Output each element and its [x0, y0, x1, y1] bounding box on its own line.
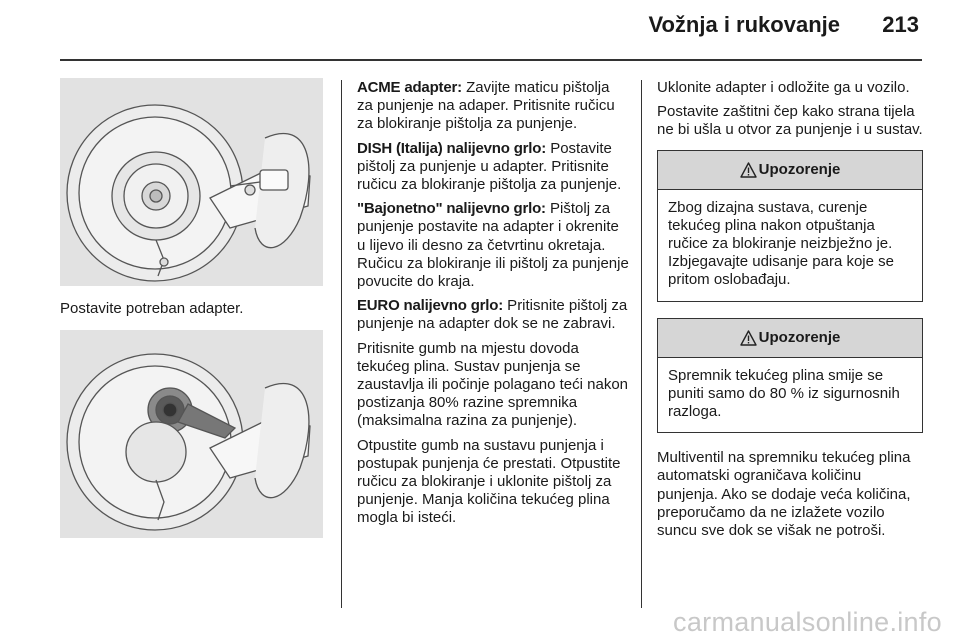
paragraph-text: Pritisnite gumb na mjestu dovoda tekućeg plina. Sustav punjenja se zaustavlja ili počinje polagano teći nakon postizanja 80% razine spremnika (maksimalna razina za punjenje).: [357, 339, 629, 430]
paragraph-euro: [357, 297, 629, 333]
warning-title: Upozorenje: [758, 160, 841, 178]
page-number: 213: [882, 12, 919, 37]
term-label: ACME adapter:: [357, 79, 462, 96]
column-divider-left: [341, 80, 342, 608]
paragraph-protective-cap: Postavite zaštitni čep kako strana tijela ne bi ušla u otvor za punjenje i u sustav.: [657, 103, 923, 139]
paragraph-bayonet: [357, 200, 629, 291]
warning-title: Upozorenje: [758, 328, 841, 346]
adapter-installed-illustration: [60, 330, 323, 538]
page-header: [0, 0, 960, 64]
warning-text: Zbog dizajna sustava, curenje tekućeg plina nakon otpuštanja ručice za blokiranje neizbježno je. Izbjegavajte udisanje para koje se pritom oslobađaju.: [668, 198, 894, 289]
paragraph-acme: [357, 79, 629, 134]
watermark: carmanualsonline.info: [673, 607, 942, 637]
paragraph-text: Zavijte maticu pištolja za punjenje na adaper. Pritisnite ručicu za blokiranje pištolja za punjenje.: [357, 79, 615, 133]
header-divider: [60, 59, 922, 61]
illustration-caption: Postavite potreban adapter.: [60, 300, 244, 317]
middle-column: [357, 79, 629, 534]
adapter-installed-drawing: [60, 330, 323, 538]
warning-triangle-icon: [740, 162, 757, 178]
fuel-filler-drawing: [60, 78, 323, 286]
term-label: DISH (Italija) nalijevno grlo:: [357, 139, 547, 157]
warning-header: [658, 319, 922, 358]
paragraph-dish: [357, 140, 629, 195]
paragraph-multivalve: Multiventil na spremniku tekućeg plina automatski ograničava količinu punjenja. Ako se dodaje veća količina, preporučamo da ne izlažete vozilo suncu sve dok se višak ne potroši.: [657, 449, 911, 540]
fuel-filler-illustration: [60, 78, 323, 286]
paragraph-text: Pritisnite pištolj za punjenje na adapter dok se ne zabravi.: [357, 297, 628, 333]
paragraph-text: Pištolj za punjenje postavite na adapter i okrenite u lijevo ili desno za četvrtinu okretaja. Ručicu za blokiranje ili pištolj za punjenje povucite do kraja.: [357, 200, 629, 291]
page-title: Vožnja i rukovanje: [648, 12, 840, 37]
paragraph-release-button: [357, 437, 629, 528]
column-divider-right: [641, 80, 642, 608]
warning-header: [658, 151, 922, 190]
paragraph-text: Otpustite gumb na sustavu punjenja i postupak punjenja će prestati. Otpustite ručicu za blokiranje i uklonite pištolj za punjenje. Manja količina tekućeg plina mogla bi isteći.: [357, 436, 621, 527]
right-column: [657, 79, 923, 546]
paragraph-remove-adapter: Uklonite adapter i odložite ga u vozilo.: [657, 79, 910, 96]
paragraph-press-button: [357, 340, 629, 431]
warning-box: [657, 318, 923, 434]
warning-triangle-icon: [740, 330, 757, 346]
term-label: EURO nalijevno grlo:: [357, 297, 504, 315]
warning-box: [657, 150, 923, 302]
term-label: "Bajonetno" nalijevno grlo:: [357, 200, 546, 218]
warning-text: Spremnik tekućeg plina smije se puniti samo do 80 % iz sigurnosnih razloga.: [668, 366, 900, 421]
paragraph-text: Postavite pištolj za punjenje u adapter. Pritisnite ručicu za blokiranje pištolja za punjenje.: [357, 139, 622, 194]
